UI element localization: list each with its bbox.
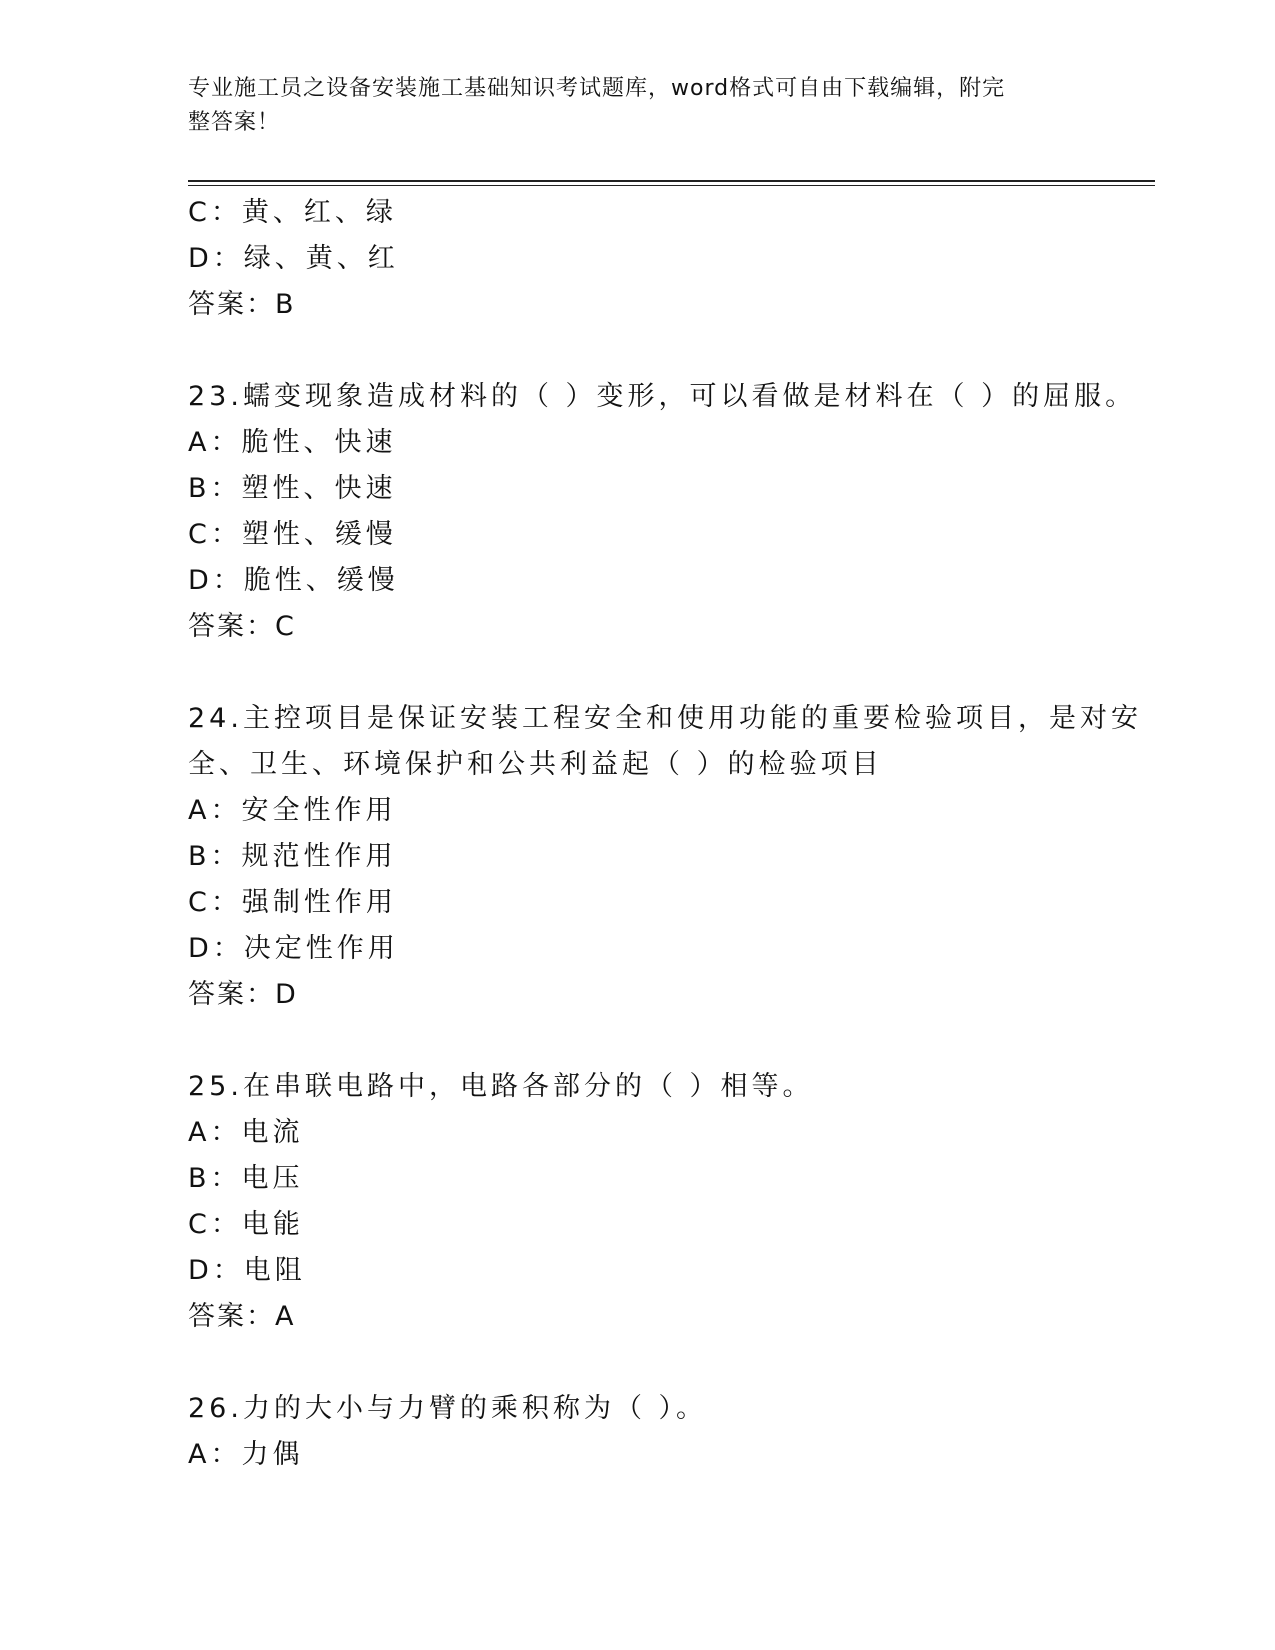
spacer (188, 1018, 1088, 1064)
question-stem-line-1: 24.主控项目是保证安装工程安全和使用功能的重要检验项目，是对安 (188, 703, 1142, 734)
answer-line: 答案：D (188, 979, 298, 1010)
option-c: C：电能 (188, 1209, 304, 1240)
question-content (188, 190, 1142, 1478)
question-stem: 26.力的大小与力臂的乘积称为（ ）。 (188, 1393, 708, 1424)
option-b: B：塑性、快速 (188, 473, 397, 504)
header-line-1: 专业施工员之设备安装施工基础知识考试题库，word格式可自由下载编辑，附完 (188, 76, 1006, 101)
spacer (188, 1340, 1088, 1386)
question-stem: 25.在串联电路中，电路各部分的（ ）相等。 (188, 1071, 814, 1102)
option-b: B：电压 (188, 1163, 304, 1194)
option-b: B：规范性作用 (188, 841, 397, 872)
spacer (188, 328, 1088, 374)
answer-line: 答案：B (188, 289, 296, 320)
option-d: D：脆性、缓慢 (188, 565, 399, 596)
option-c: C：黄、红、绿 (188, 197, 397, 228)
question-stem-line-2: 全、卫生、环境保护和公共利益起（ ）的检验项目 (188, 749, 883, 780)
question-block-23 (188, 374, 1137, 650)
option-a: A：脆性、快速 (188, 427, 397, 458)
header-line-2: 整答案！ (188, 110, 281, 135)
option-d: D：绿、黄、红 (188, 243, 399, 274)
answer-line: 答案：C (188, 611, 296, 642)
option-c: C：强制性作用 (188, 887, 397, 918)
option-d: D：决定性作用 (188, 933, 399, 964)
option-a: A：力偶 (188, 1439, 304, 1470)
document-header (188, 72, 1088, 140)
question-stem: 23.蠕变现象造成材料的（ ）变形，可以看做是材料在（ ）的屈服。 (188, 381, 1137, 412)
question-block-24 (188, 696, 1142, 1018)
option-a: A：安全性作用 (188, 795, 397, 826)
answer-line: 答案：A (188, 1301, 296, 1332)
question-block-26 (188, 1386, 1088, 1478)
option-a: A：电流 (188, 1117, 304, 1148)
header-divider-thick (188, 180, 1155, 182)
spacer (188, 650, 1088, 696)
partial-question-block (188, 190, 1088, 328)
option-c: C：塑性、缓慢 (188, 519, 397, 550)
header-divider-thin (188, 185, 1155, 186)
option-d: D：电阻 (188, 1255, 306, 1286)
question-block-25 (188, 1064, 1088, 1340)
